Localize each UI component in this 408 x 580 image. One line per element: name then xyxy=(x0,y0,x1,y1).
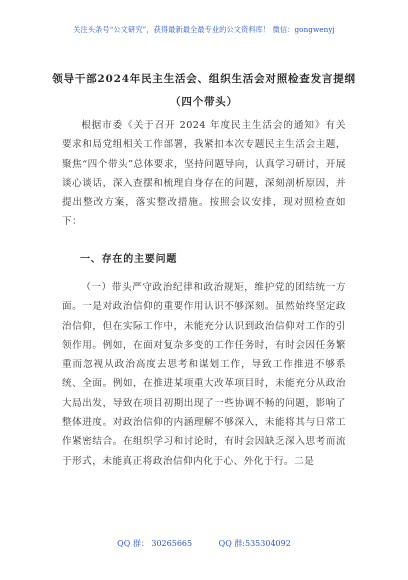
intro-paragraph: 根据市委《关于召开 2024 年度民主生活会的通知》有关要求和局党组相关工作部署，我紧扣本次专题民主生活会主题，聚焦“四个带头”总体要求，坚持问题导向，认真学习研讨，开展谈心谈话，深入查摆和梳理自身存在的问题，深刻剖析原因，并提出整改方案，落实整改措施。按照会议安排，现对照检查如下： xyxy=(62,120,346,228)
footer-qq-group-2: QQ 群:535304092 xyxy=(218,539,291,548)
section-heading: 一、存在的主要问题 xyxy=(80,254,178,265)
header-banner: 关注头条号“公文研究”，获得最新最全最专业的公文资料库！ 微信：gongwenyj xyxy=(73,25,335,34)
document-title: 领导干部2024年民主生活会、组织生活会对照检查发言提纲（四个带头） xyxy=(52,73,356,108)
footer-qq-group-1: QQ 群： 30265665 xyxy=(117,539,193,548)
footer-contact xyxy=(0,538,408,549)
body-paragraph: （一）带头严守政治纪律和政治规矩，维护党的团结统一方面。一是对政治信仰的重要作用认识不够深刻。虽然始终坚定政治信仰，但在实际工作中，未能充分认识到政治信仰对工作的引领作用。例如，在面对复杂多变的工作任务时，有时会因任务繁重而忽视从政治高度去思考和谋划工作，导致工作推进不够系统、全面。例如，在推进某项重大改革项目时，未能充分从政治大局出发，导致在项目初期出现了一些协调不畅的问题，影响了整体进度。对政治信仰的内涵理解不够深入，未能将其与日常工作紧密结合。在组织学习和讨论时，有时会因缺乏深入思考而流于形式，未能真正将政治信仰内化于心、外化于行。二是 xyxy=(62,282,346,467)
